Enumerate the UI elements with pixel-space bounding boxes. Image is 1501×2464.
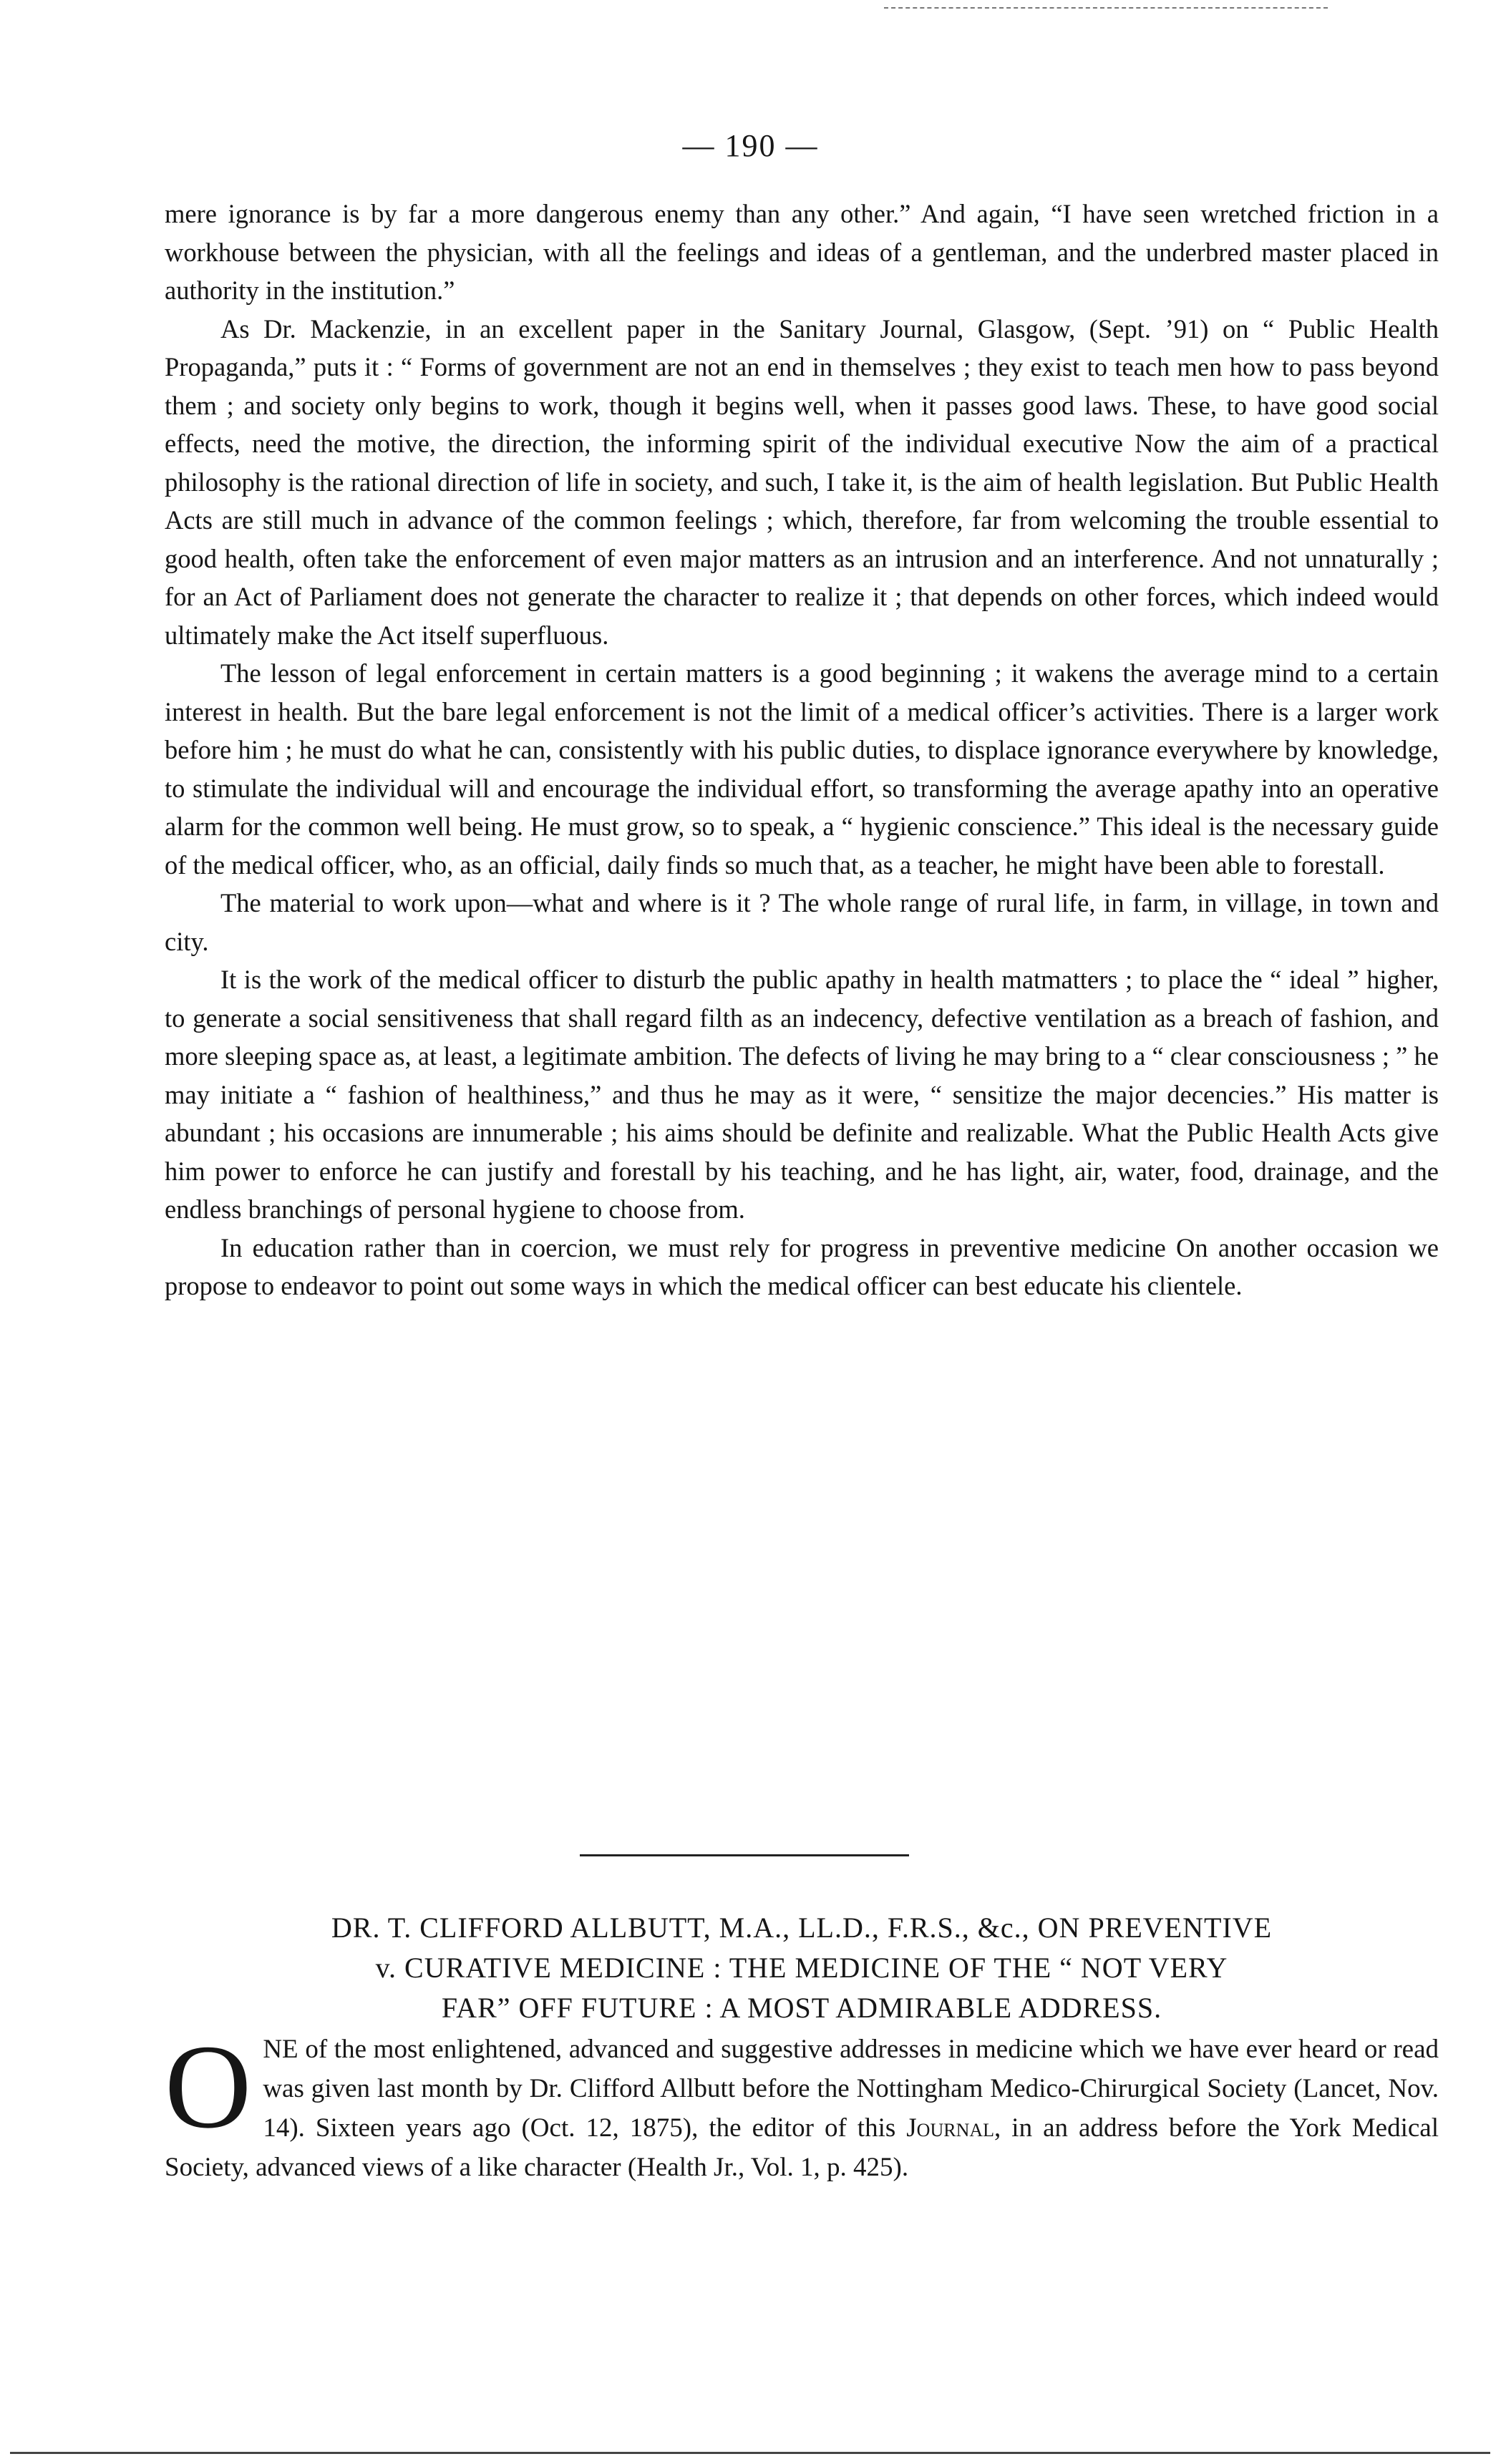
section-headline — [165, 1908, 1439, 2028]
address-paragraph — [165, 2020, 1439, 2187]
address-text-end: , in an address before the York Medical Society, advanced views of a like character (Health Jr., Vol. 1, p. 425). — [165, 2113, 1439, 2182]
journal-word: Journal — [906, 2113, 995, 2143]
headline-line-3: FAR” OFF FUTURE : A MOST ADMIRABLE ADDRESS. — [441, 1992, 1162, 2024]
paragraph-5: It is the work of the medical officer to disturb the public apathy in health matmatters ; to place the “ ideal ” higher, to generate a social sensitiveness that shall regard filth as an indecency, defective ventilation as a breach of fashion, and more sleeping space as, at least, a legitimate ambition. The defects of living he may bring to a “ clear consciousness ; ” he may initiate a “ fashion of healthiness,” and thus he may as it were, “ sensitize the major decencies.” His matter is abundant ; his occasions are innumerable ; his aims should be definite and realizable. What the Public Health Acts give him power to enforce he can justify and forestall by his teaching, and he has light, air, water, food, drainage, and the endless branchings of personal hygiene to choose from. — [165, 965, 1439, 1224]
paragraph-3: The lesson of legal enforcement in certain matters is a good beginning ; it wakens the average mind to a certain interest in health. But the bare legal enforcement is not the limit of a medical officer’s activities. There is a larger work before him ; he must do what he can, consistently with his public duties, to displace ignorance everywhere by knowledge, to stimulate the individual will and encourage the individual effort, so transforming the average apathy into an operative alarm for the common well being. He must grow, so to speak, a “ hygienic conscience.” This ideal is the necessary guide of the medical officer, who, as an official, daily finds so much that, as a teacher, he might have been able to forestall. — [165, 658, 1439, 880]
bottom-rule — [10, 2452, 1490, 2454]
article-body — [165, 195, 1439, 1305]
paragraph-4: The material to work upon—what and where is it ? The whole range of rural life, in farm, in village, in town and city. — [165, 888, 1439, 956]
top-dashed-rule — [884, 7, 1328, 9]
drop-cap: O — [165, 2020, 252, 2153]
headline-line-2: v. CURATIVE MEDICINE : THE MEDICINE OF THE “ NOT VERY — [375, 1952, 1228, 1984]
headline-line-1: DR. T. CLIFFORD ALLBUTT, M.A., LL.D., F.R.S., &c., ON PREVENTIVE — [331, 1912, 1273, 1944]
section-divider — [580, 1854, 909, 1856]
paragraph-6: In education rather than in coercion, we must rely for progress in preventive medicine On another occasion we propose to endeavor to point out some ways in which the medical officer can best educate his clientele. — [165, 1232, 1439, 1300]
paragraph-1: mere ignorance is by far a more dangerous enemy than any other.” And again, “I have seen wretched friction in a workhouse between the physician, with all the feelings and ideas of a gentleman, and the underbred master placed in authority in the institution.” — [165, 199, 1439, 305]
paragraph-2: As Dr. Mackenzie, in an excellent paper in the Sanitary Journal, Glasgow, (Sept. ’91) on “ Public Health Propaganda,” puts it : “ Forms of government are not an end in themselves ; they exist to teach men how to pass beyond them ; and society only begins to work, though it begins well, when it passes good laws. These, to have good social effects, need the motive, the direction, the informing spirit of the individual executive Now the aim of a practical philosophy is the rational direction of life in society, and such, I take it, is the aim of health legislation. But Public Health Acts are still much in advance of the common feelings ; which, therefore, far from welcoming the trouble essential to good health, often take the enforcement of even major matters as an intrusion and an interference. And not unnaturally ; for an Act of Parliament does not generate the character to realize it ; that depends on other forces, which indeed would ultimately make the Act itself superfluous. — [165, 313, 1439, 650]
page-number: — 190 — — [682, 128, 819, 163]
address-text-start: NE of the most enlightened, advanced and suggestive addresses in medicine which we have ever heard or read was given last month by Dr. Clifford Allbutt before the Nottingham Medico-Chirurgical Society (Lancet, Nov. 14). Sixteen years ago (Oct. 12, 1875), the editor of this — [263, 2035, 1439, 2143]
